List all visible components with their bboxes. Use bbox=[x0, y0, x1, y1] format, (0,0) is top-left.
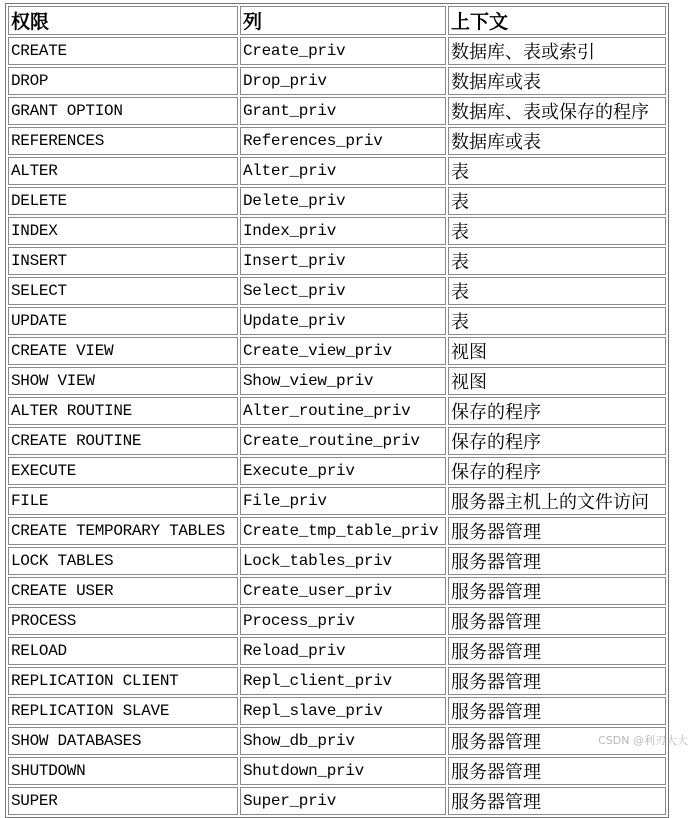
cell-context: 视图 bbox=[448, 367, 666, 395]
cell-privilege: SELECT bbox=[8, 277, 238, 305]
cell-privilege: LOCK TABLES bbox=[8, 547, 238, 575]
cell-column: Select_priv bbox=[240, 277, 446, 305]
cell-context: 服务器主机上的文件访问 bbox=[448, 487, 666, 515]
table-row bbox=[8, 697, 666, 725]
table-row bbox=[8, 187, 666, 215]
table-row bbox=[8, 67, 666, 95]
cell-column: Update_priv bbox=[240, 307, 446, 335]
cell-privilege: SHOW DATABASES bbox=[8, 727, 238, 755]
table-row bbox=[8, 337, 666, 365]
cell-privilege: CREATE bbox=[8, 37, 238, 65]
cell-privilege: GRANT OPTION bbox=[8, 97, 238, 125]
table-row bbox=[8, 307, 666, 335]
table-row bbox=[8, 217, 666, 245]
cell-context: 服务器管理 bbox=[448, 757, 666, 785]
table-body bbox=[8, 37, 666, 815]
cell-column: Alter_routine_priv bbox=[240, 397, 446, 425]
cell-privilege: PROCESS bbox=[8, 607, 238, 635]
privilege-table-container bbox=[5, 3, 669, 818]
table-row bbox=[8, 97, 666, 125]
table-row bbox=[8, 577, 666, 605]
table-row bbox=[8, 757, 666, 785]
table-row bbox=[8, 127, 666, 155]
cell-column: Create_view_priv bbox=[240, 337, 446, 365]
cell-column: Lock_tables_priv bbox=[240, 547, 446, 575]
cell-context: 数据库、表或保存的程序 bbox=[448, 97, 666, 125]
table-row bbox=[8, 157, 666, 185]
cell-privilege: SHUTDOWN bbox=[8, 757, 238, 785]
cell-context: 保存的程序 bbox=[448, 397, 666, 425]
table-row bbox=[8, 487, 666, 515]
cell-column: File_priv bbox=[240, 487, 446, 515]
cell-column: Create_tmp_table_priv bbox=[240, 517, 446, 545]
cell-context: 服务器管理 bbox=[448, 517, 666, 545]
table-header-row bbox=[8, 6, 666, 35]
cell-privilege: DELETE bbox=[8, 187, 238, 215]
table-row bbox=[8, 787, 666, 815]
cell-column: Insert_priv bbox=[240, 247, 446, 275]
cell-privilege: UPDATE bbox=[8, 307, 238, 335]
cell-context: 服务器管理 bbox=[448, 577, 666, 605]
cell-context: 表 bbox=[448, 307, 666, 335]
cell-context: 保存的程序 bbox=[448, 457, 666, 485]
cell-privilege: SUPER bbox=[8, 787, 238, 815]
cell-column: Alter_priv bbox=[240, 157, 446, 185]
cell-privilege: ALTER ROUTINE bbox=[8, 397, 238, 425]
cell-privilege: CREATE ROUTINE bbox=[8, 427, 238, 455]
cell-context: 视图 bbox=[448, 337, 666, 365]
cell-context: 表 bbox=[448, 157, 666, 185]
cell-column: Execute_priv bbox=[240, 457, 446, 485]
table-row bbox=[8, 517, 666, 545]
cell-privilege: CREATE VIEW bbox=[8, 337, 238, 365]
table-row bbox=[8, 427, 666, 455]
cell-column: Index_priv bbox=[240, 217, 446, 245]
table-row bbox=[8, 367, 666, 395]
cell-privilege: FILE bbox=[8, 487, 238, 515]
cell-privilege: INSERT bbox=[8, 247, 238, 275]
cell-context: 表 bbox=[448, 187, 666, 215]
cell-context: 服务器管理 bbox=[448, 637, 666, 665]
cell-privilege: CREATE USER bbox=[8, 577, 238, 605]
cell-context: 服务器管理 bbox=[448, 667, 666, 695]
cell-privilege: REPLICATION SLAVE bbox=[8, 697, 238, 725]
header-context: 上下文 bbox=[448, 6, 666, 35]
cell-column: Repl_slave_priv bbox=[240, 697, 446, 725]
table-row bbox=[8, 607, 666, 635]
cell-column: Repl_client_priv bbox=[240, 667, 446, 695]
cell-context: 数据库、表或索引 bbox=[448, 37, 666, 65]
table-row bbox=[8, 637, 666, 665]
cell-context: 服务器管理 bbox=[448, 787, 666, 815]
table-row bbox=[8, 457, 666, 485]
table-row bbox=[8, 247, 666, 275]
table-row bbox=[8, 727, 666, 755]
cell-context: 数据库或表 bbox=[448, 67, 666, 95]
cell-column: Create_priv bbox=[240, 37, 446, 65]
cell-column: Create_user_priv bbox=[240, 577, 446, 605]
cell-context: 数据库或表 bbox=[448, 127, 666, 155]
cell-privilege: RELOAD bbox=[8, 637, 238, 665]
cell-privilege: INDEX bbox=[8, 217, 238, 245]
cell-column: Reload_priv bbox=[240, 637, 446, 665]
cell-privilege: EXECUTE bbox=[8, 457, 238, 485]
table-row bbox=[8, 397, 666, 425]
cell-context: 表 bbox=[448, 217, 666, 245]
cell-privilege: REPLICATION CLIENT bbox=[8, 667, 238, 695]
cell-column: Delete_priv bbox=[240, 187, 446, 215]
table-row bbox=[8, 547, 666, 575]
cell-context: 服务器管理 bbox=[448, 607, 666, 635]
cell-column: References_priv bbox=[240, 127, 446, 155]
cell-column: Drop_priv bbox=[240, 67, 446, 95]
cell-privilege: DROP bbox=[8, 67, 238, 95]
cell-privilege: CREATE TEMPORARY TABLES bbox=[8, 517, 238, 545]
header-column: 列 bbox=[240, 6, 446, 35]
cell-context: 服务器管理 bbox=[448, 697, 666, 725]
table-row bbox=[8, 37, 666, 65]
cell-column: Process_priv bbox=[240, 607, 446, 635]
cell-column: Shutdown_priv bbox=[240, 757, 446, 785]
cell-column: Show_db_priv bbox=[240, 727, 446, 755]
cell-column: Grant_priv bbox=[240, 97, 446, 125]
privilege-table bbox=[5, 3, 669, 818]
header-privilege: 权限 bbox=[8, 6, 238, 35]
watermark: CSDN @利刃大大 bbox=[598, 734, 688, 747]
cell-context: 服务器管理 bbox=[448, 547, 666, 575]
cell-column: Super_priv bbox=[240, 787, 446, 815]
cell-column: Create_routine_priv bbox=[240, 427, 446, 455]
cell-context: 表 bbox=[448, 277, 666, 305]
table-row bbox=[8, 277, 666, 305]
cell-privilege: SHOW VIEW bbox=[8, 367, 238, 395]
table-row bbox=[8, 667, 666, 695]
cell-privilege: ALTER bbox=[8, 157, 238, 185]
cell-column: Show_view_priv bbox=[240, 367, 446, 395]
cell-privilege: REFERENCES bbox=[8, 127, 238, 155]
cell-context: 服务器管理 bbox=[448, 727, 666, 755]
cell-context: 保存的程序 bbox=[448, 427, 666, 455]
cell-context: 表 bbox=[448, 247, 666, 275]
